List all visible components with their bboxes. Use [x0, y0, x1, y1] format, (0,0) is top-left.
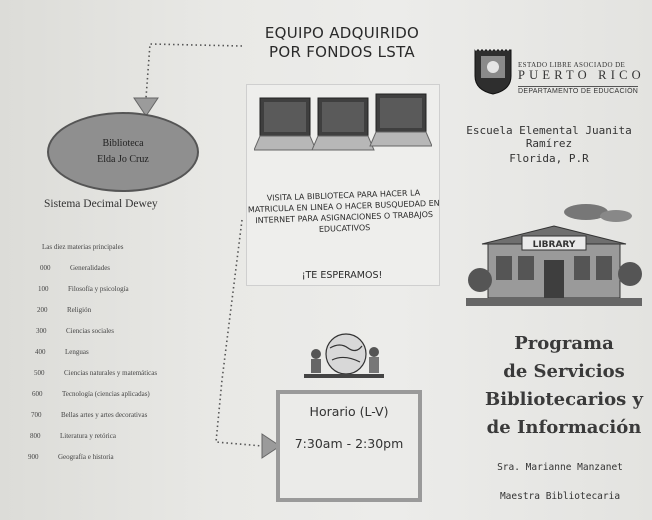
dewey-label: Filosofía y psicología [68, 285, 129, 293]
dewey-label: Bellas artes y artes decorativas [61, 411, 148, 419]
dewey-code: 300 [36, 327, 47, 335]
dewey-code: 200 [37, 306, 48, 314]
program-title-line: Bibliotecarios y [485, 389, 643, 410]
dewey-code: 700 [31, 411, 42, 419]
library-building-illustration [466, 200, 642, 312]
dewey-subtitle: Las diez materias principales [42, 243, 124, 251]
program-title-line: de Información [486, 417, 642, 438]
dewey-code: 800 [30, 432, 41, 440]
dewey-label: Geografía e historia [58, 453, 114, 461]
equipment-heading-line1: EQUIPO ADQUIRIDO [264, 24, 420, 42]
estado-libre-text: ESTADO LIBRE ASOCIADO DE [518, 61, 626, 69]
dewey-code: 100 [38, 285, 49, 293]
dewey-code: 900 [28, 453, 39, 461]
dewey-label: Tecnología (ciencias aplicadas) [62, 390, 150, 398]
dewey-label: Ciencias sociales [66, 327, 115, 335]
closing-message: ¡TE ESPERAMOS! [301, 270, 383, 281]
children-globe-illustration [300, 324, 388, 382]
librarian-name: Sra. Marianne Manzanet [497, 462, 623, 473]
school-location: Florida, P.R [509, 152, 589, 165]
puerto-rico-seal-icon [472, 46, 514, 96]
equipment-heading-line2: POR FONDOS LSTA [269, 43, 415, 61]
program-title-line: de Servicios [503, 361, 625, 382]
program-title-line: Programa [514, 333, 614, 354]
library-sign-text: LIBRARY [532, 240, 576, 250]
dewey-code: 400 [35, 348, 46, 356]
dewey-label: Literatura y retórica [60, 432, 116, 440]
department-text: DEPARTAMENTO DE EDUCACIÓN [518, 88, 639, 95]
dewey-code: 000 [40, 264, 51, 272]
hours-value: 7:30am - 2:30pm [294, 436, 404, 451]
library-badge-line2: Elda Jo Cruz [97, 154, 149, 165]
school-name: Escuela Elemental Juanita Ramírez [466, 124, 632, 150]
library-badge-line1: Biblioteca [102, 138, 144, 149]
librarian-role: Maestra Bibliotecaria [499, 491, 621, 502]
puerto-rico-text: PUERTO RICO [518, 68, 645, 82]
library-badge [47, 112, 199, 192]
dewey-label: Ciencias naturales y matemáticas [64, 369, 158, 377]
dewey-code: 600 [32, 390, 43, 398]
hours-label: Horario (L-V) [309, 404, 389, 419]
dewey-code: 500 [34, 369, 45, 377]
equipment-heading [244, 24, 440, 62]
laptops-image [254, 92, 432, 162]
visit-message: VISITA LA BIBLIOTECA PARA HACER LA MATRICULA EN LINEA O HACER BUSQUEDAD EN INTERNET PARA ASIGNACIONES O TRABAJOS EDUCATIVOS [247, 188, 440, 234]
dewey-title: Sistema Decimal Dewey [44, 198, 158, 210]
dewey-label: Lenguas [65, 348, 89, 356]
dewey-label: Generalidades [70, 264, 111, 272]
program-title [476, 330, 652, 442]
dewey-label: Religión [67, 306, 92, 314]
